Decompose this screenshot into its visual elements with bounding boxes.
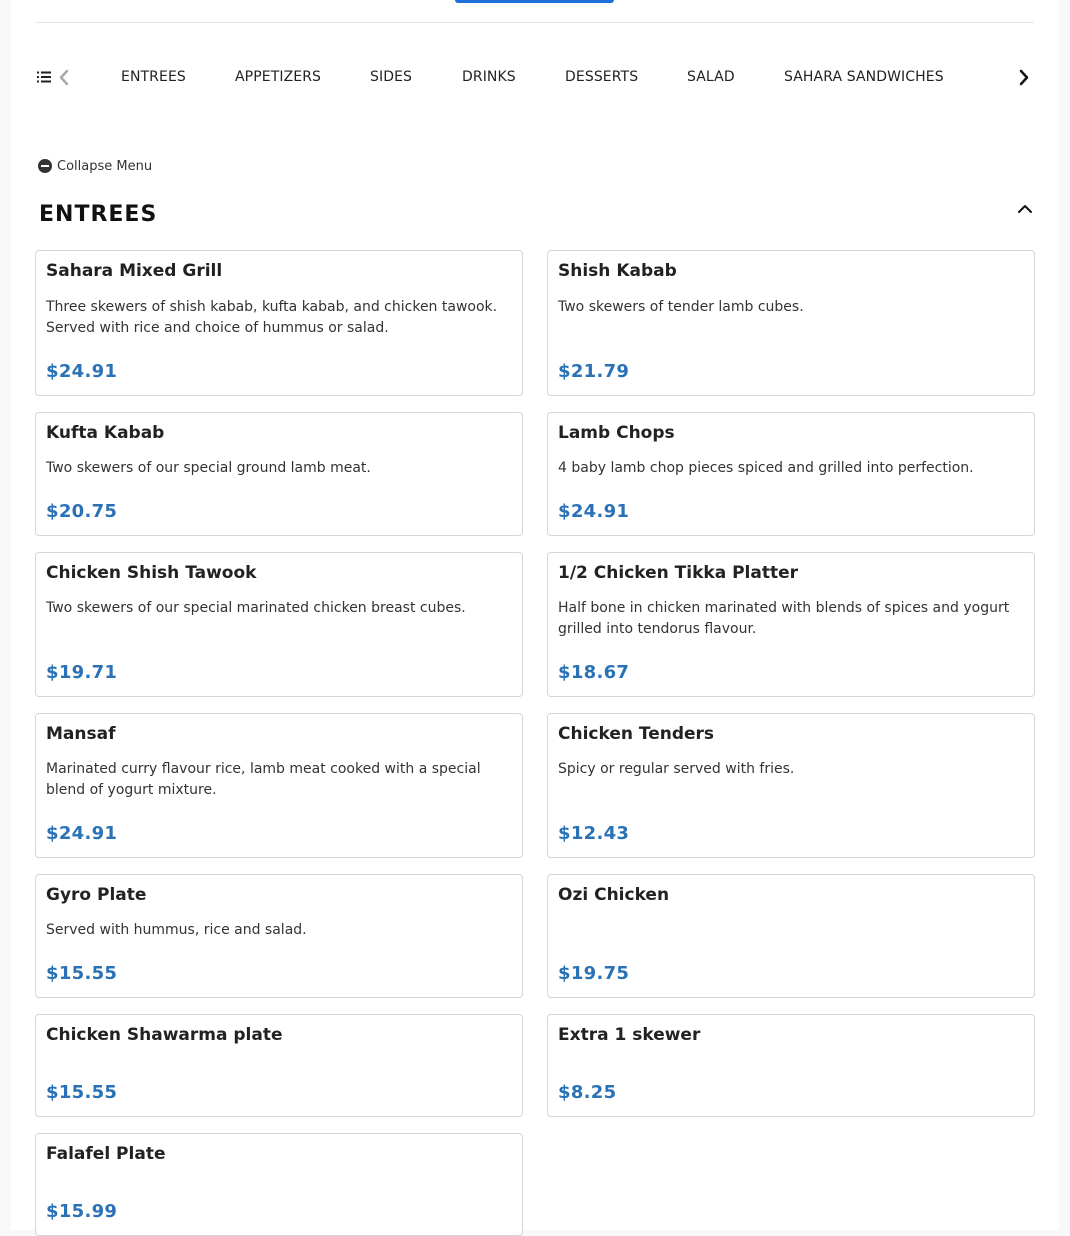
item-description: Two skewers of tender lamb cubes. xyxy=(558,299,804,315)
chevron-left-icon[interactable] xyxy=(59,69,69,86)
item-name: Ozi Chicken xyxy=(558,885,670,905)
menu-page xyxy=(11,0,1059,1230)
category-tab-appetizers[interactable]: APPETIZERS xyxy=(235,69,322,85)
menu-item-card[interactable] xyxy=(547,713,1035,858)
menu-item-card[interactable] xyxy=(35,713,523,858)
item-name: Kufta Kabab xyxy=(46,423,165,443)
item-name: Falafel Plate xyxy=(46,1144,166,1164)
category-tab-drinks[interactable]: DRINKS xyxy=(462,69,516,85)
item-price: $21.79 xyxy=(558,361,630,382)
item-name: Shish Kabab xyxy=(558,261,677,281)
order-button[interactable] xyxy=(455,0,614,3)
category-tab-salad[interactable]: SALAD xyxy=(687,69,735,85)
item-price: $24.91 xyxy=(558,501,630,522)
item-description: Half bone in chicken marinated with blends of spices and yogurt grilled into tendorus flavour. xyxy=(558,600,1010,637)
item-name: Mansaf xyxy=(46,724,116,744)
item-description: 4 baby lamb chop pieces spiced and grilled into perfection. xyxy=(558,460,974,476)
menu-item-card[interactable] xyxy=(35,412,523,536)
collapse-menu-label: Collapse Menu xyxy=(57,158,153,174)
item-description: Two skewers of our special marinated chicken breast cubes. xyxy=(46,600,466,616)
item-description: Marinated curry flavour rice, lamb meat cooked with a special blend of yogurt mixture. xyxy=(46,761,481,798)
item-name: Lamb Chops xyxy=(558,423,675,443)
item-price: $15.99 xyxy=(46,1201,118,1222)
menu-item-card[interactable] xyxy=(547,874,1035,998)
item-name: Chicken Shish Tawook xyxy=(46,563,257,583)
category-tab-desserts[interactable]: DESSERTS xyxy=(565,69,639,85)
chevron-right-icon[interactable] xyxy=(1019,69,1029,86)
item-price: $24.91 xyxy=(46,361,118,382)
item-price: $15.55 xyxy=(46,963,118,984)
minus-circle-icon xyxy=(38,159,52,173)
collapse-menu-button[interactable] xyxy=(38,157,152,175)
item-name: Extra 1 skewer xyxy=(558,1025,701,1045)
item-price: $12.43 xyxy=(558,823,630,844)
section-title: ENTREES xyxy=(39,202,158,227)
menu-item-card[interactable] xyxy=(547,552,1035,697)
menu-item-card[interactable] xyxy=(35,1014,523,1117)
item-price: $19.75 xyxy=(558,963,630,984)
category-nav xyxy=(35,60,1034,96)
item-description: Three skewers of shish kabab, kufta kabab, and chicken tawook. Served with rice and choice of hummus or salad. xyxy=(46,299,498,336)
menu-item-card[interactable] xyxy=(35,552,523,697)
chevron-up-icon[interactable] xyxy=(1017,201,1033,217)
item-price: $24.91 xyxy=(46,823,118,844)
menu-item-card[interactable] xyxy=(35,1133,523,1236)
menu-item-card[interactable] xyxy=(547,1014,1035,1117)
category-tab-sahara-sandwiches[interactable]: SAHARA SANDWICHES xyxy=(784,69,944,85)
item-name: Sahara Mixed Grill xyxy=(46,261,223,281)
menu-item-card[interactable] xyxy=(547,412,1035,536)
menu-item-card[interactable] xyxy=(547,250,1035,396)
menu-item-card[interactable] xyxy=(35,874,523,998)
item-price: $20.75 xyxy=(46,501,118,522)
item-description: Two skewers of our special ground lamb meat. xyxy=(46,460,371,476)
item-description: Served with hummus, rice and salad. xyxy=(46,922,307,938)
category-tab-sides[interactable]: SIDES xyxy=(370,69,413,85)
item-price: $18.67 xyxy=(558,662,630,683)
item-name: Chicken Tenders xyxy=(558,724,715,744)
item-name: 1/2 Chicken Tikka Platter xyxy=(558,563,799,583)
item-description: Spicy or regular served with fries. xyxy=(558,761,795,777)
item-price: $19.71 xyxy=(46,662,118,683)
list-icon[interactable] xyxy=(37,70,51,84)
divider xyxy=(35,22,1034,23)
category-tab-entrees[interactable]: ENTREES xyxy=(121,69,186,85)
item-name: Chicken Shawarma plate xyxy=(46,1025,283,1045)
item-price: $8.25 xyxy=(558,1082,617,1103)
menu-item-card[interactable] xyxy=(35,250,523,396)
item-price: $15.55 xyxy=(46,1082,118,1103)
item-name: Gyro Plate xyxy=(46,885,147,905)
